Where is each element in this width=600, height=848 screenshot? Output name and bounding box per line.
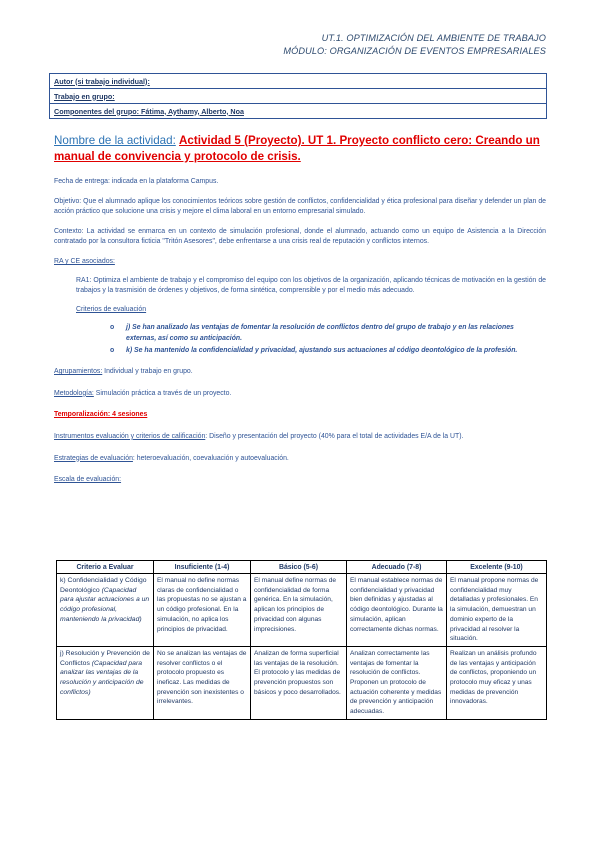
activity-name: Actividad 5 (Proyecto). UT 1. Proyecto conflicto cero: Creando un manual de convivencia y protocolo de crisis. xyxy=(54,134,540,163)
instrumentos-value: : Diseño y presentación del proyecto (40% para el total de actividades E/A de la UT). xyxy=(205,432,464,440)
activity-label: Nombre de la actividad: xyxy=(54,134,176,147)
rubric-cell: Analizan de forma superficial las ventajas de la resolución. El protocolo y las medidas de prevención propuestos son básicos y poco desarrollados. xyxy=(251,646,347,719)
rubric-header: Criterio a Evaluar xyxy=(57,561,154,574)
agrupamientos-value: Individual y trabajo en grupo. xyxy=(102,368,193,376)
instrumentos xyxy=(54,432,546,443)
rubric-table xyxy=(56,560,547,720)
info-row-members xyxy=(50,104,547,119)
rubric-cell: Realizan un análisis profundo de las ventajas y anticipación de conflictos, proponiendo un protocolo muy eficaz y unas medidas de prevención innovadoras. xyxy=(447,646,547,719)
criterios-heading: Criterios de evaluación xyxy=(76,305,147,313)
contexto: Contexto: La actividad se enmarca en un contexto de simulación profesional, donde el alumnado, actuando como un equipo de Asistencia a la Dirección contratado por la consultora ficticia "Tritón Asesores", debe enfrentarse a una crisis real de reputación y conflictos internos. xyxy=(54,227,546,246)
ra1-text: RA1: Optimiza el ambiente de trabajo y el compromiso del equipo con los objetivos de la organización, aplicando técnicas de motivación en la gestión de trabajos y la trasmisión de órdenes y objetivos, de forma sintética, comprensible y por el medio más adecuado. xyxy=(76,276,546,295)
activity-title xyxy=(54,133,546,165)
rubric-header: Adecuado (7-8) xyxy=(347,561,447,574)
main-content xyxy=(54,133,546,486)
rubric-cell: El manual propone normas de confidencialidad muy detalladas y profesionales. En la simulación, demuestran un dominio experto de la privacidad al resolver la situación. xyxy=(447,574,547,647)
criterion-note: (Capacidad para ajustar actuaciones a un código profesional, manteniendo la privacidad) xyxy=(60,586,150,623)
metodologia-value: Simulación práctica a través de un proyecto. xyxy=(93,389,232,397)
info-table xyxy=(49,73,547,119)
fecha-entrega: Fecha de entrega: indicada en la plataforma Campus. xyxy=(54,178,219,185)
agrupamientos-label: Agrupamientos: xyxy=(54,368,103,376)
temporalizacion: Temporalización: 4 sesiones xyxy=(54,411,148,419)
instrumentos-label: Instrumentos evaluación y criterios de calificación xyxy=(54,432,206,440)
objetivo: Objetivo: Que el alumnado aplique los conocimientos teóricos sobre gestión de conflictos, confidencialidad y ética profesional para diseñar y defender un plan de acción práctico que solucione una crisis y mejore el clima laboral en un entorno empresarial simulado. xyxy=(54,197,546,216)
criterion-title: j) Resolución y Prevención de Conflictos xyxy=(60,649,150,667)
agrupamientos xyxy=(54,367,546,378)
metodologia xyxy=(54,389,546,400)
criterion-note: (Capacidad para analizar las ventajas de la resolución y anticipación de conflictos) xyxy=(60,659,144,696)
criterion-title: k) Confidencialidad y Código Deontológico xyxy=(60,577,147,594)
info-members: Componentes del grupo: Fátima, Aythamy, Alberto, Noa xyxy=(50,104,547,119)
estrategias xyxy=(54,454,546,465)
metodologia-label: Metodología: xyxy=(54,389,94,397)
rubric-criterion xyxy=(57,574,154,647)
criterio-item xyxy=(110,323,546,344)
estrategias-label: Estrategias de evaluación xyxy=(54,454,133,462)
criterio-text: k) Se ha mantenido la confidencialidad y privacidad, ajustando sus actuaciones al código deontológico de la profesión. xyxy=(126,346,518,354)
rubric-cell: El manual define normas de confidencialidad de forma genérica. En la simulación, aplican los principios de privacidad con algunas imprecisiones. xyxy=(251,574,347,647)
info-row-author xyxy=(50,74,547,89)
escala-heading: Escala de evaluación: xyxy=(54,476,122,484)
bullet-icon: o xyxy=(110,346,115,354)
info-author: Autor (si trabajo individual): xyxy=(50,74,547,89)
criterio-text: j) Se han analizado las ventajas de fomentar la resolución de conflictos dentro del grupo de trabajo y en las relaciones externas, así como su anticipación. xyxy=(126,324,514,342)
criterio-item xyxy=(110,346,546,357)
rubric-criterion xyxy=(57,646,154,719)
header-line-1: UT.1. OPTIMIZACIÓN DEL AMBIENTE DE TRABAJO xyxy=(321,33,546,43)
bullet-icon: o xyxy=(110,324,115,332)
rubric-cell: Analizan correctamente las ventajas de fomentar la resolución de conflictos. Proponen un protocolo de actuación coherente y medidas de prevención y anticipación adecuadas. xyxy=(347,646,447,719)
estrategias-value: : heteroevaluación, coevaluación y autoevaluación. xyxy=(132,454,289,462)
rubric-cell: El manual establece normas de confidencialidad y privacidad bien definidas y ajustadas al código deontológico. Durante la simulación, aplican correctamente dichas normas. xyxy=(347,574,447,647)
rubric-cell: No se analizan las ventajas de resolver conflictos o el protocolo propuesto es ineficaz. Las medidas de prevención son inexistentes o irrelevantes. xyxy=(154,646,251,719)
rubric-header: Básico (5-6) xyxy=(251,561,347,574)
info-group-work: Trabajo en grupo: xyxy=(50,89,547,104)
page-header xyxy=(283,32,546,58)
rubric-cell: El manual no define normas claras de confidencialidad o las propuestas no se ajustan a un código profesional. En la simulación, no aplica los principios de privacidad. xyxy=(154,574,251,647)
criterios-list xyxy=(110,323,546,356)
ra-heading: RA y CE asociados: xyxy=(54,257,115,265)
rubric-header-row xyxy=(57,561,547,574)
rubric-row xyxy=(57,574,547,647)
info-row-group xyxy=(50,89,547,104)
header-line-2: MÓDULO: ORGANIZACIÓN DE EVENTOS EMPRESARIALES xyxy=(283,46,546,56)
rubric-header: Insuficiente (1-4) xyxy=(154,561,251,574)
rubric-header: Excelente (9-10) xyxy=(447,561,547,574)
rubric-row xyxy=(57,646,547,719)
